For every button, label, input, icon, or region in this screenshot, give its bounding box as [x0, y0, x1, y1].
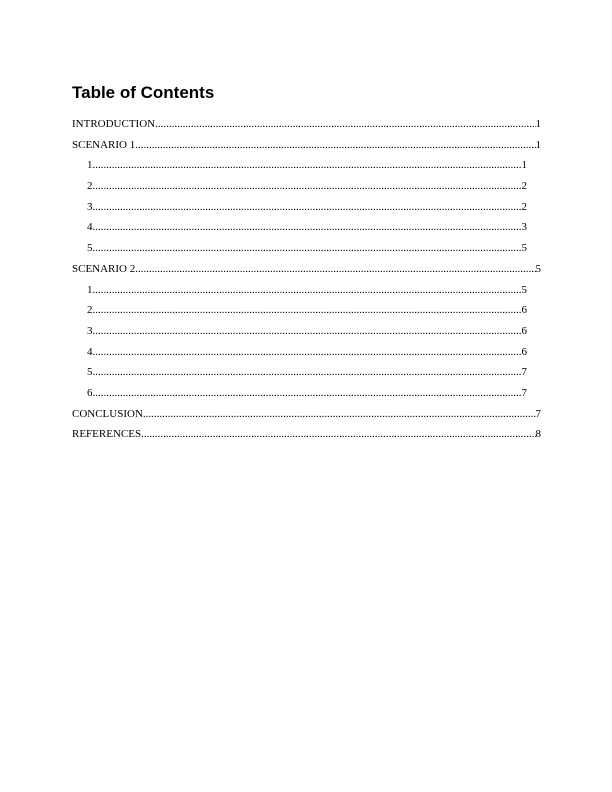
- toc-entry-page: 5: [521, 283, 527, 296]
- toc-leader-dots: [135, 135, 535, 156]
- toc-entry-s1-item-5[interactable]: [87, 238, 527, 259]
- toc-entry-scenario-2[interactable]: [72, 259, 541, 280]
- toc-entry-introduction[interactable]: [72, 114, 541, 135]
- toc-leader-dots: [155, 114, 535, 135]
- toc-entry-text: SCENARIO 1: [72, 138, 136, 151]
- toc-entry-page: 7: [521, 366, 527, 379]
- toc-entry-page: 6: [521, 304, 527, 317]
- toc-leader-dots: [95, 155, 521, 176]
- toc-entry-page: 6: [521, 345, 527, 358]
- toc-entry-text: 3.: [87, 324, 96, 337]
- toc-entry-text: 3.: [87, 200, 96, 213]
- toc-leader-dots: [95, 197, 521, 218]
- toc-leader-dots: [135, 259, 535, 280]
- toc-entry-page: 1: [535, 138, 541, 151]
- toc-entry-text: 6.: [87, 386, 96, 399]
- toc-entry-page: 2: [521, 200, 527, 213]
- toc-entry-text: 5.: [87, 242, 96, 255]
- toc-entry-text: 5.: [87, 366, 96, 379]
- toc-entry-page: 7: [535, 407, 541, 420]
- toc-leader-dots: [95, 383, 521, 404]
- toc-entry-page: 2: [521, 180, 527, 193]
- toc-leader-dots: [95, 321, 521, 342]
- toc-entry-text: 1.: [87, 283, 96, 296]
- toc-entry-s2-item-3[interactable]: [87, 321, 527, 342]
- toc-entry-s2-item-2[interactable]: [87, 300, 527, 321]
- toc-entry-s1-item-2[interactable]: [87, 176, 527, 197]
- toc-entry-page: 1: [535, 118, 541, 130]
- toc-entry-page: 1: [521, 159, 527, 172]
- toc-entry-page: 7: [521, 386, 527, 399]
- toc-list: [0, 114, 612, 445]
- toc-entry-scenario-1[interactable]: [72, 135, 541, 156]
- toc-entry-text: CONCLUSION: [72, 407, 143, 420]
- toc-entry-s1-item-4[interactable]: [87, 217, 527, 238]
- toc-entry-text: INTRODUCTION: [72, 118, 156, 130]
- toc-entry-text: 4.: [87, 221, 96, 234]
- toc-leader-dots: [95, 176, 521, 197]
- toc-leader-dots: [143, 404, 536, 425]
- toc-entry-text: SCENARIO 2: [72, 262, 136, 275]
- toc-entry-text: REFERENCES: [72, 428, 142, 441]
- toc-entry-s2-item-6[interactable]: [87, 383, 527, 404]
- toc-leader-dots: [95, 342, 521, 363]
- toc-entry-s2-item-4[interactable]: [87, 342, 527, 363]
- toc-entry-page: 5: [535, 262, 541, 275]
- toc-entry-conclusion[interactable]: [72, 404, 541, 425]
- toc-title: Table of Contents: [72, 83, 215, 102]
- toc-entry-page: 8: [535, 428, 541, 441]
- toc-leader-dots: [95, 280, 521, 301]
- toc-leader-dots: [141, 424, 535, 445]
- toc-entry-page: 6: [521, 324, 527, 337]
- toc-leader-dots: [95, 362, 521, 383]
- toc-entry-s1-item-3[interactable]: [87, 197, 527, 218]
- toc-entry-references[interactable]: [72, 424, 541, 445]
- toc-entry-page: 5: [521, 242, 527, 255]
- toc-entry-text: 1.: [87, 159, 96, 172]
- toc-leader-dots: [95, 300, 521, 321]
- toc-entry-s2-item-5[interactable]: [87, 362, 527, 383]
- toc-entry-s1-item-1[interactable]: [87, 155, 527, 176]
- toc-entry-page: 3: [521, 221, 527, 234]
- toc-entry-text: 2.: [87, 304, 96, 317]
- toc-entry-text: 4.: [87, 345, 96, 358]
- toc-entry-s2-item-1[interactable]: [87, 280, 527, 301]
- toc-leader-dots: [95, 217, 521, 238]
- toc-entry-text: 2.: [87, 180, 96, 193]
- toc-leader-dots: [95, 238, 521, 259]
